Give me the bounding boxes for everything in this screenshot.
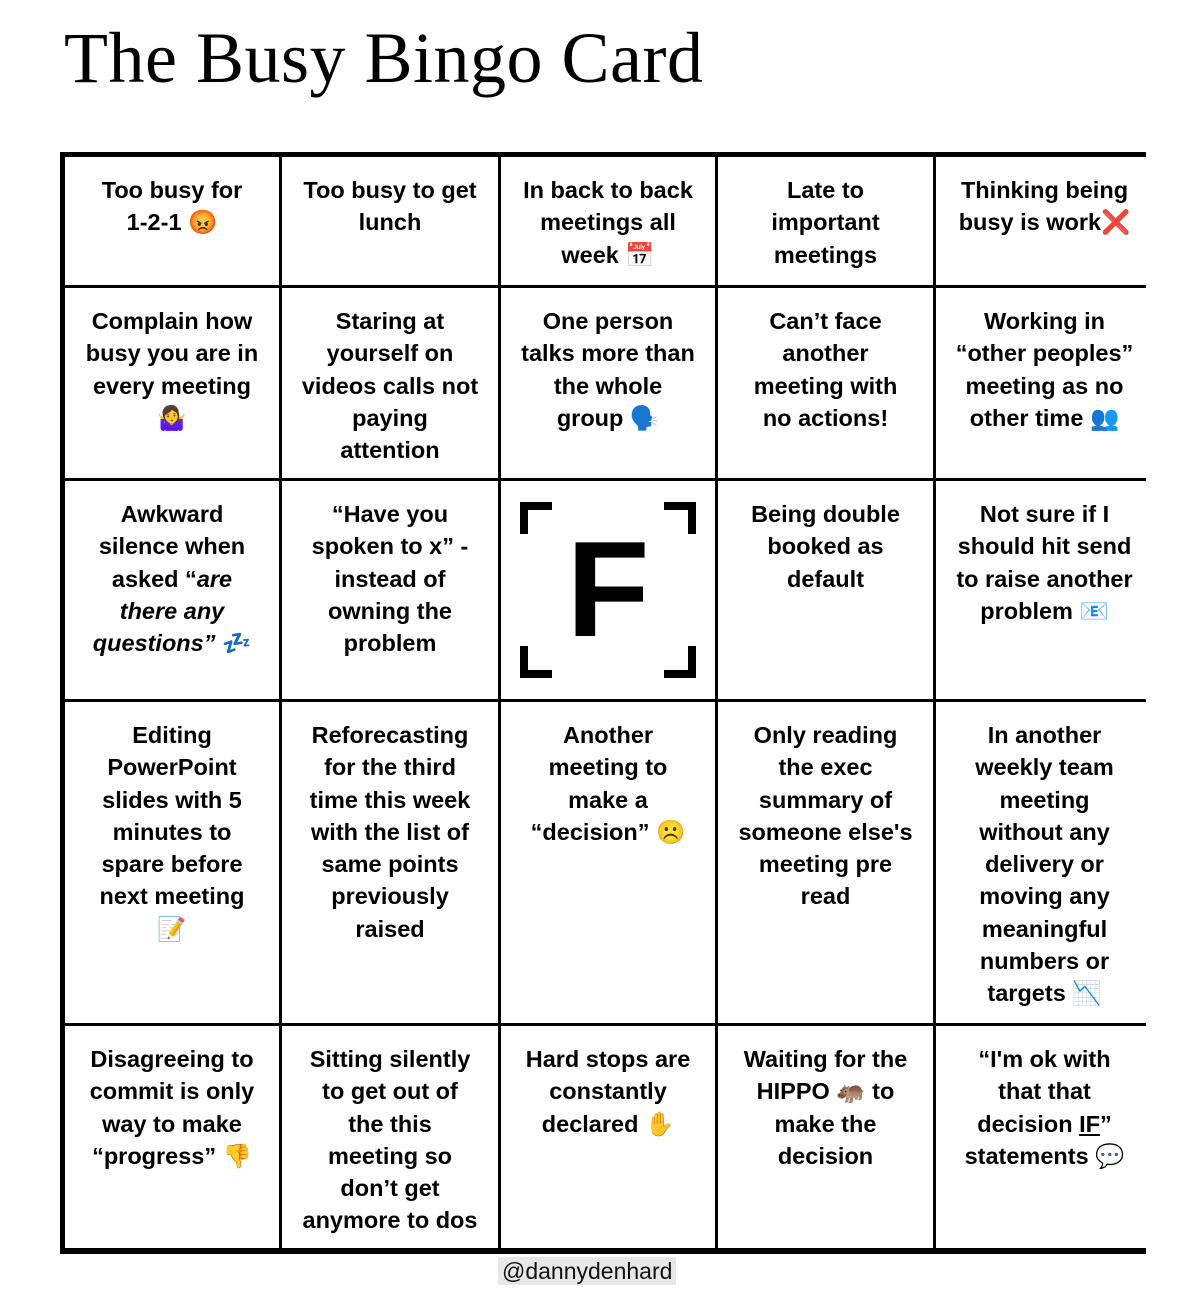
square-text: read [800, 883, 851, 910]
square-text: asked “ [111, 565, 197, 592]
square-text: the whole [553, 372, 663, 399]
square-text: busy is work [958, 209, 1102, 236]
page-title: The Busy Bingo Card [64, 18, 704, 98]
square-text: owning the [327, 597, 452, 624]
square-text: Complain how [91, 308, 253, 334]
square-text: videos calls not [301, 372, 479, 399]
square-text: ” [203, 630, 216, 657]
bingo-square[interactable] [718, 1026, 933, 1248]
bingo-square[interactable] [501, 702, 715, 1023]
square-text: Not sure if I [979, 501, 1110, 527]
bingo-square[interactable] [718, 157, 933, 285]
square-text: are [196, 565, 233, 592]
corner-mark [520, 502, 528, 534]
square-text: make the [774, 1110, 877, 1137]
square-text: to raise another [956, 565, 1133, 592]
square-text: minutes to [112, 818, 232, 845]
thumbs-down-icon: 👎 [222, 1142, 252, 1169]
square-text: One person [542, 308, 674, 334]
bingo-square[interactable] [936, 157, 1153, 285]
square-text: Another [562, 722, 654, 748]
square-text: default [786, 565, 865, 592]
square-text: with the list of [311, 818, 469, 845]
square-text: Disagreeing to [90, 1046, 254, 1072]
hippo-icon: 🦛 [836, 1078, 866, 1105]
bingo-square[interactable] [718, 288, 933, 478]
square-text: “progress” [92, 1142, 217, 1169]
square-text: don’t get [340, 1175, 440, 1202]
square-text: Staring at [335, 308, 445, 334]
bingo-square[interactable] [65, 157, 279, 285]
square-text: targets [987, 980, 1066, 1007]
bingo-square[interactable] [936, 288, 1153, 478]
square-text: Only reading [753, 722, 898, 748]
speaking-head-icon: 🗣️ [629, 404, 660, 431]
square-text: summary of [758, 786, 893, 813]
square-text: booked as [767, 533, 884, 560]
bingo-square[interactable] [718, 702, 933, 1023]
square-text: PowerPoint [107, 754, 237, 781]
square-text: HIPPO [756, 1078, 830, 1105]
square-text: silence when [98, 533, 246, 560]
square-text: delivery or [985, 851, 1104, 878]
square-text: Too busy to get [303, 177, 477, 203]
square-text: In another [987, 722, 1102, 748]
bingo-square[interactable] [282, 702, 498, 1023]
square-text: statements [964, 1142, 1089, 1169]
bingo-square[interactable] [65, 1026, 279, 1248]
square-text: questions [92, 630, 204, 657]
people-icon: 👥 [1089, 404, 1120, 431]
bingo-square[interactable] [65, 481, 279, 699]
speech-bubble-icon: 💬 [1095, 1142, 1125, 1169]
square-text: problem [980, 597, 1073, 624]
square-text: slides with 5 [102, 786, 242, 813]
square-text: no actions! [762, 404, 889, 431]
chart-decreasing-icon: 📉 [1072, 980, 1102, 1007]
free-square-letter: F [566, 513, 650, 665]
square-text: busy you are in [85, 340, 259, 367]
square-text: other time [969, 404, 1084, 431]
bingo-square[interactable] [282, 1026, 498, 1248]
square-text: way to make [102, 1110, 242, 1137]
square-text: spoken to x” - [311, 533, 469, 560]
square-text: without any [979, 818, 1110, 845]
square-text: same points [321, 851, 459, 878]
square-text: instead of [334, 565, 446, 592]
square-text: “other peoples” [955, 340, 1134, 367]
bingo-square[interactable] [282, 481, 498, 699]
square-text: declared [541, 1110, 639, 1137]
square-text: Can’t face [769, 308, 882, 334]
square-text: decision [777, 1142, 874, 1169]
square-text: the exec [778, 754, 873, 781]
square-text: lunch [358, 209, 422, 236]
square-text: time this week [309, 786, 471, 813]
bingo-square[interactable] [282, 288, 498, 478]
bingo-square[interactable] [501, 157, 715, 285]
square-text: make a [568, 786, 648, 813]
square-text: to [872, 1078, 895, 1105]
square-text: raised [355, 915, 425, 942]
corner-mark [688, 502, 696, 534]
square-text: meeting to [548, 754, 668, 781]
bingo-square[interactable] [936, 481, 1153, 699]
frowning-face-icon: ☹️ [656, 818, 686, 845]
square-text: Being double [751, 501, 900, 527]
square-text: meeting pre [758, 851, 893, 878]
square-text: another [782, 340, 869, 367]
bingo-square[interactable] [936, 1026, 1153, 1248]
square-text: previously [331, 883, 449, 910]
square-text: meetings [773, 241, 878, 268]
calendar-icon: 📅 [625, 241, 655, 268]
square-text: Sitting silently [309, 1046, 471, 1072]
square-text: spare before [101, 851, 243, 878]
square-text: Reforecasting [311, 722, 469, 748]
square-text: Editing [132, 722, 212, 748]
square-text: 1-2-1 [126, 209, 182, 236]
square-text: meeting as no [965, 372, 1124, 399]
cross-mark-icon: ❌ [1101, 209, 1131, 236]
square-text: In back to back [523, 177, 693, 203]
author-handle: @dannydenhard [498, 1257, 676, 1285]
square-text: Too busy for [101, 177, 243, 203]
corner-mark [688, 646, 696, 678]
raised-hand-icon: ✋ [644, 1110, 675, 1137]
square-text: Hard stops are [525, 1046, 691, 1072]
square-text: meeting so [327, 1142, 453, 1169]
shrug-icon: 🤷‍♀️ [157, 404, 187, 431]
square-text: meeting [999, 786, 1090, 813]
square-text: paying [352, 404, 428, 431]
square-text: Waiting for the [743, 1046, 908, 1072]
square-text: meetings all [540, 209, 676, 236]
square-text: for the third [324, 754, 456, 781]
square-text: weekly team [975, 754, 1114, 781]
square-text: yourself on [326, 340, 454, 367]
bingo-square[interactable] [936, 702, 1153, 1023]
square-text: important [771, 209, 880, 236]
zzz-icon: 💤 [222, 630, 252, 657]
square-text: decision [977, 1110, 1080, 1137]
square-text: next meeting [99, 883, 245, 910]
square-text: meaningful [981, 915, 1108, 942]
square-text: the this [348, 1110, 432, 1137]
corner-mark [520, 646, 528, 678]
free-square-logo [520, 502, 696, 678]
square-text: moving any [979, 883, 1110, 910]
square-text: attention [340, 437, 440, 464]
square-text: anymore to dos [302, 1207, 478, 1234]
square-text: Late to [786, 177, 865, 203]
square-text: Awkward [120, 501, 224, 527]
square-text: constantly [549, 1078, 667, 1105]
square-text: talks more than [521, 340, 695, 367]
envelope-icon: 📧 [1079, 597, 1109, 624]
square-text: to get out of [322, 1078, 458, 1105]
free-square[interactable] [501, 481, 715, 699]
square-text: commit is only [89, 1078, 255, 1105]
bingo-square[interactable] [65, 702, 279, 1023]
memo-icon: 📝 [157, 915, 187, 942]
bingo-square[interactable] [501, 1026, 715, 1248]
bingo-square[interactable] [501, 288, 715, 478]
square-text: that that [998, 1078, 1091, 1105]
bingo-square[interactable] [65, 288, 279, 478]
bingo-square[interactable] [718, 481, 933, 699]
square-text: group [556, 404, 624, 431]
square-text: IF [1079, 1110, 1100, 1137]
bingo-square[interactable] [282, 157, 498, 285]
square-text: someone else's [738, 818, 913, 845]
square-text: ” [1100, 1110, 1112, 1137]
square-text: Working in [984, 308, 1105, 334]
square-text: should hit send [957, 533, 1132, 560]
bingo-card [60, 152, 1146, 1254]
square-text: “decision” [530, 818, 650, 845]
square-text: problem [343, 630, 437, 657]
square-text: Thinking being [960, 177, 1129, 203]
square-text: “I'm ok with [978, 1046, 1111, 1072]
angry-face-icon: 😡 [188, 209, 218, 236]
square-text: numbers or [979, 948, 1110, 975]
square-text: week [561, 241, 619, 268]
square-text: there any [119, 597, 225, 624]
square-text: “Have you [331, 501, 449, 527]
square-text: every meeting [92, 372, 252, 399]
square-text: meeting with [753, 372, 898, 399]
